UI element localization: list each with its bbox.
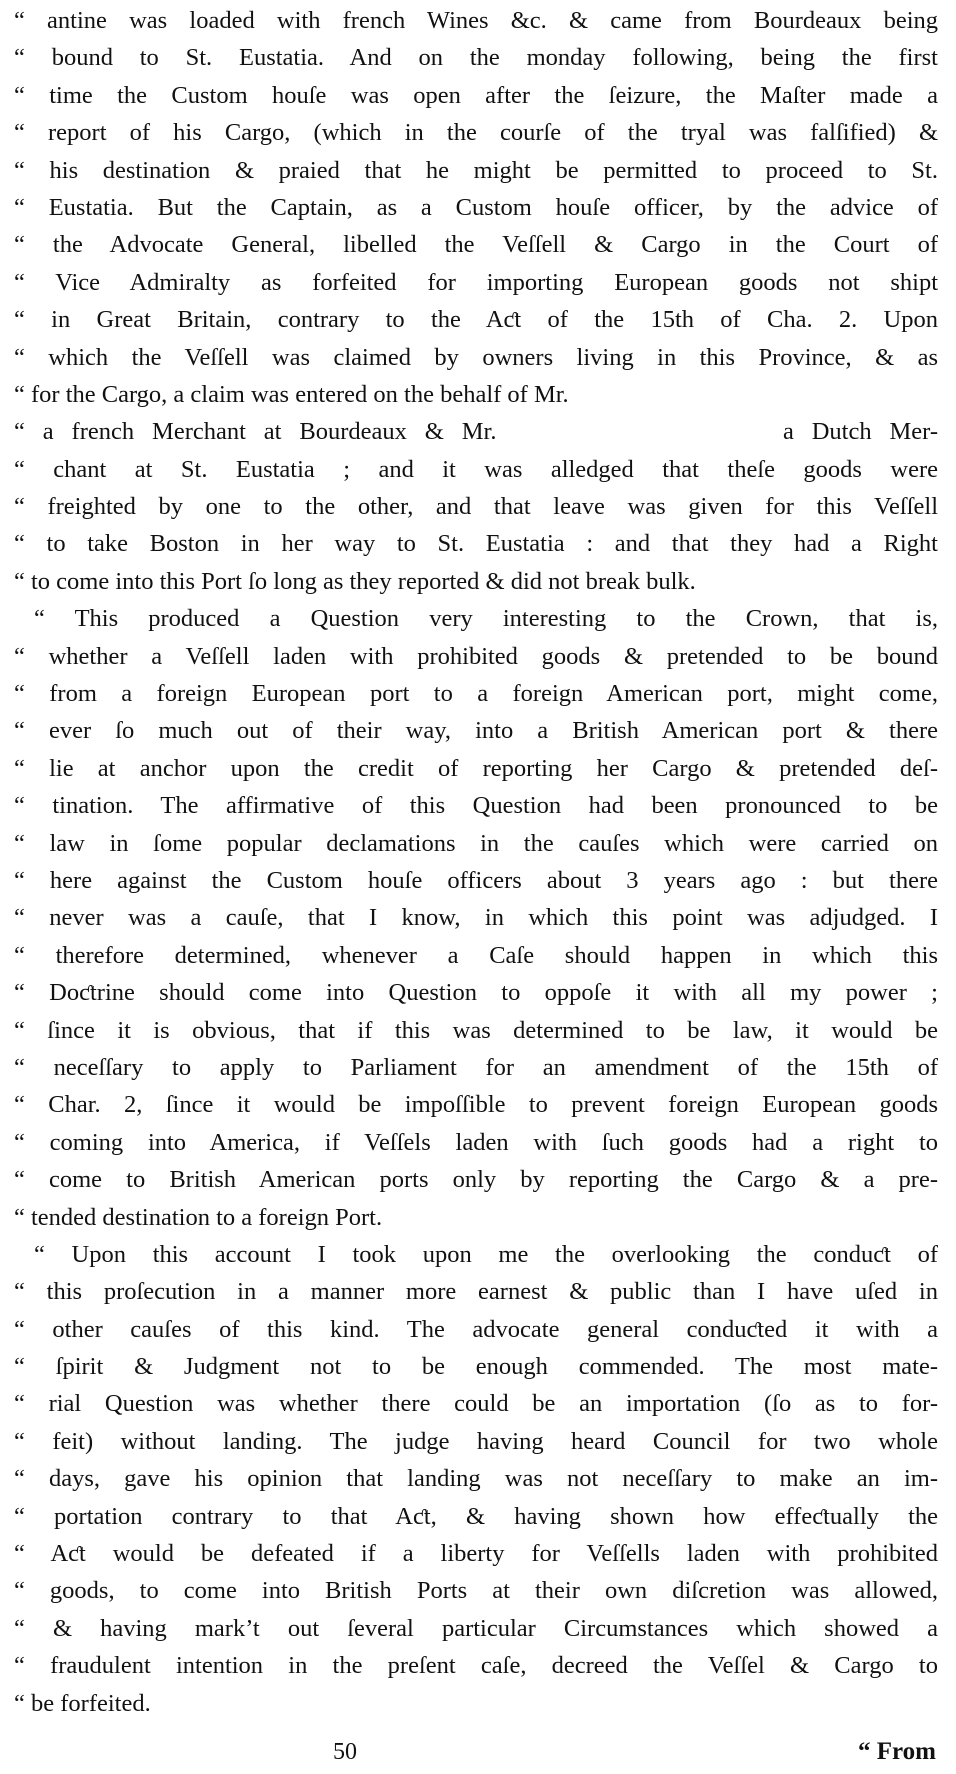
text-line: “ rial Question was whether there could be an importation (ſo as to for-	[14, 1390, 938, 1418]
text-line: “ his destination & praied that he might be permitted to proceed to St.	[14, 156, 938, 184]
text-line: “ never was a cauſe, that I know, in which this point was adjudged. I	[14, 904, 938, 932]
text-line: “ to come into this Port ſo long as they reported & did not break bulk.	[14, 567, 696, 595]
text-line: “ here against the Custom houſe officers about 3 years ago : but there	[14, 866, 938, 894]
text-line: “ Upon this account I took upon me the overlooking the conduƈt of	[34, 1240, 938, 1268]
text-line: “ come to British American ports only by reporting the Cargo & a pre-	[14, 1166, 938, 1194]
text-line: “ whether a Veſſell laden with prohibited goods & pretended to be bound	[14, 642, 938, 670]
text-line: “ tination. The affirmative of this Question had been pronounced to be	[14, 792, 938, 820]
text-line: “ in Great Britain, contrary to the Aƈt of the 15th of Cha. 2. Upon	[14, 306, 938, 334]
text-line: “ for the Cargo, a claim was entered on the behalf of Mr.	[14, 380, 569, 408]
text-line: “ ſince it is obvious, that if this was determined to be law, it would be	[14, 1016, 938, 1044]
text-line: “ neceſſary to apply to Parliament for an amendment of the 15th of	[14, 1053, 938, 1081]
page-number: 50	[333, 1739, 357, 1765]
text-line: “ Vice Admiralty as forfeited for importing European goods not shipt	[14, 268, 938, 296]
text-line: “ law in ſome popular declamations in the cauſes which were carried on	[14, 829, 938, 857]
text-line: “ Eustatia. But the Captain, as a Custom houſe officer, by the advice of	[14, 193, 938, 221]
text-line: “ a french Merchant at Bourdeaux & Mr. a Dutch Mer-	[14, 418, 938, 446]
text-line: “ ever ſo much out of their way, into a British American port & there	[14, 717, 938, 745]
body-text	[14, 2, 938, 1722]
text-line: “ bound to St. Eustatia. And on the monday following, being the first	[14, 44, 938, 72]
catchword: “ From	[858, 1738, 936, 1765]
text-line: “ This produced a Question very interesting to the Crown, that is,	[34, 605, 938, 633]
text-line: “ Char. 2, ſince it would be impoſſible to prevent foreign European goods	[14, 1091, 938, 1119]
text-line: “ report of his Cargo, (which in the courſe of the tryal was falſified) &	[14, 119, 938, 147]
text-line: “ ſpirit & Judgment not to be enough commended. The most mate-	[14, 1353, 938, 1381]
text-line: “ to take Boston in her way to St. Eustatia : and that they had a Right	[14, 530, 938, 558]
text-line: “ & having mark’t out ſeveral particular Circumstances which showed a	[14, 1614, 938, 1642]
text-line: “ other cauſes of this kind. The advocate general conduƈted it with a	[14, 1315, 938, 1343]
text-line: “ this proſecution in a manner more earnest & public than I have uſed in	[14, 1278, 938, 1306]
text-line: “ the Advocate General, libelled the Veſſell & Cargo in the Court of	[14, 231, 938, 259]
text-line: “ Doƈtrine should come into Question to oppoſe it with all my power ;	[14, 979, 938, 1007]
text-line: “ tended destination to a foreign Port.	[14, 1203, 383, 1231]
text-line: “ antine was loaded with french Wines &c. & came from Bourdeaux being	[14, 7, 938, 34]
text-line: “ time the Custom houſe was open after the ſeizure, the Maſter made a	[14, 81, 938, 109]
text-line: “ from a foreign European port to a foreign American port, might come,	[14, 680, 938, 708]
text-line: “ coming into America, if Veſſels laden with ſuch goods had a right to	[14, 1128, 938, 1156]
text-line: “ freighted by one to the other, and that leave was given for this Veſſell	[14, 493, 938, 521]
text-line: “ which the Veſſell was claimed by owners living in this Province, & as	[14, 343, 938, 371]
text-line: “ be forfeited.	[14, 1689, 151, 1717]
text-line: “ portation contrary to that Aƈt, & having shown how effeƈtually the	[14, 1502, 938, 1530]
text-line: “ chant at St. Eustatia ; and it was alledged that theſe goods were	[14, 455, 938, 483]
text-line: “ goods, to come into British Ports at their own diſcretion was allowed,	[14, 1577, 938, 1605]
text-line: “ fraudulent intention in the preſent caſe, decreed the Veſſel & Cargo to	[14, 1652, 938, 1680]
text-line: “ therefore determined, whenever a Caſe should happen in which this	[14, 941, 938, 969]
text-line: “ lie at anchor upon the credit of reporting her Cargo & pretended deſ-	[14, 754, 938, 782]
text-line: “ feit) without landing. The judge having heard Council for two whole	[14, 1427, 938, 1455]
text-line: “ Aƈt would be defeated if a liberty for Veſſells laden with prohibited	[14, 1540, 938, 1568]
text-line: “ days, gave his opinion that landing was not neceſſary to make an im-	[14, 1465, 938, 1493]
